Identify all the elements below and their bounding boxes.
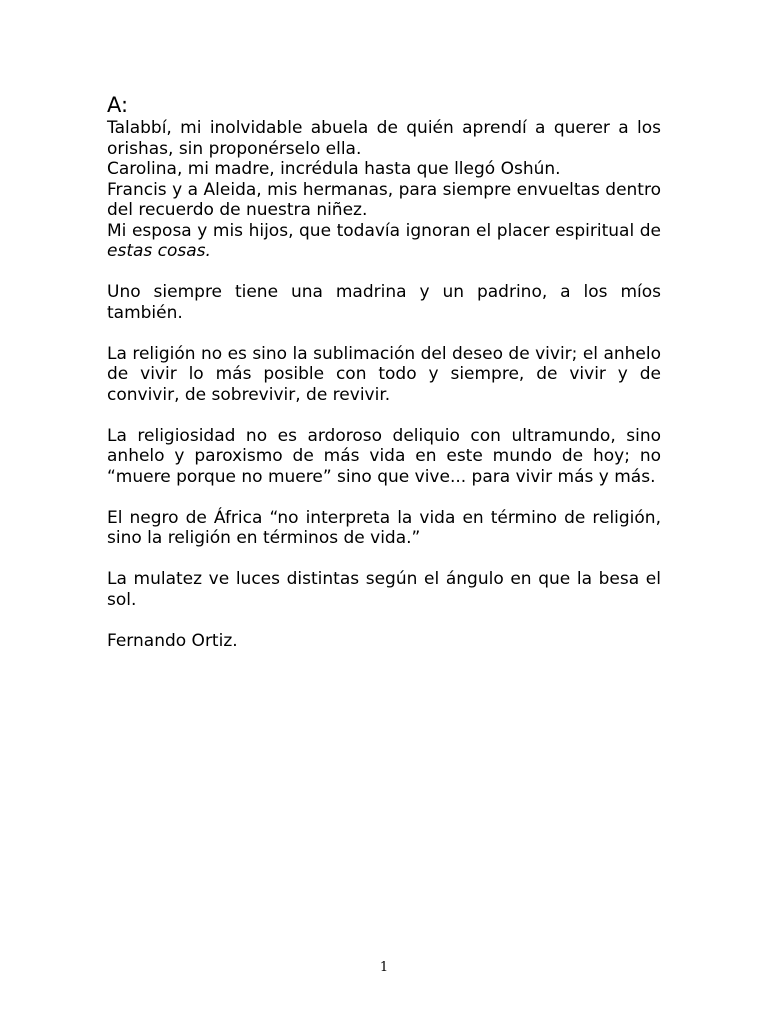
paragraph-mulatez: La mulatez ve luces distintas según el ángulo en que la besa el sol. <box>107 569 661 610</box>
dedication-emphasis: estas cosas. <box>107 241 211 261</box>
dedication-block <box>107 118 661 262</box>
document-page <box>107 92 661 651</box>
dedication-line-sisters: Francis y a Aleida, mis hermanas, para siempre envueltas dentro del recuerdo de nuestra niñez. <box>107 179 661 220</box>
paragraph-religiosity: La religiosidad no es ardoroso deliquio con ultramundo, sino anhelo y paroxismo de más vida en este mundo de hoy; no “muere porque no muere” sino que vive... para vivir más y más. <box>107 425 661 487</box>
dedication-line-mother: Carolina, mi madre, incrédula hasta que llegó Oshún. <box>107 159 561 179</box>
paragraph-godparents: Uno siempre tiene una madrina y un padrino, a los míos también. <box>107 282 661 323</box>
signature: Fernando Ortiz. <box>107 630 238 651</box>
paragraph-africa-quote: El negro de África “no interpreta la vida en término de religión, sino la religión en términos de vida.” <box>107 507 661 548</box>
paragraph-religion: La religión no es sino la sublimación del deseo de vivir; el anhelo de vivir lo más posible con todo y siempre, de vivir y de convivir, de sobrevivir, de revivir. <box>107 343 661 405</box>
dedication-line-family-text: Mi esposa y mis hijos, que todavía ignoran el placer espiritual de <box>107 220 661 241</box>
dedication-line-family <box>107 221 661 262</box>
page-number: 1 <box>379 960 389 975</box>
dedication-line-grandmother: Talabbí, mi inolvidable abuela de quién aprendí a querer a los orishas, sin proponérselo ella. <box>107 118 661 159</box>
dedication-heading: A: <box>107 93 129 117</box>
